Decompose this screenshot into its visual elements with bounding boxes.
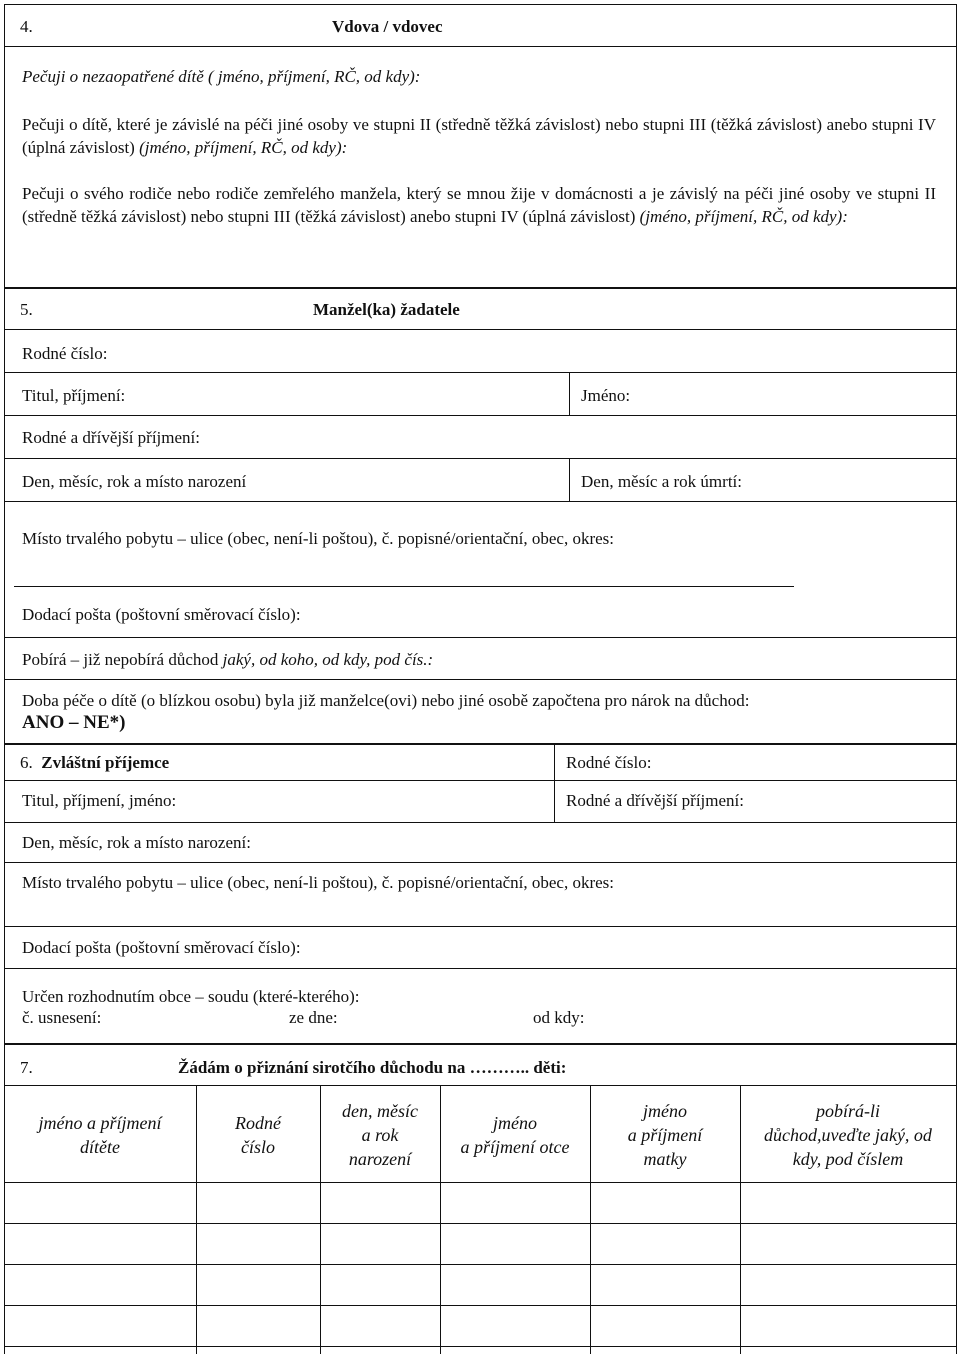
field-label-ze-dne: ze dne:	[289, 1008, 338, 1027]
field-label-cislo-usneseni: č. usnesení:	[22, 1008, 102, 1027]
header-line: jméno	[643, 1101, 687, 1121]
section-title: Žádám o přiznání sirotčího důchodu na ……….. děti:	[178, 1058, 567, 1077]
table-header-jmeno-ditete	[4, 1111, 196, 1159]
column-divider	[554, 743, 555, 823]
field-label-rodne-cislo: Rodné číslo:	[22, 344, 108, 363]
divider	[4, 862, 957, 863]
header-line: dítěte	[80, 1137, 120, 1157]
field-label-umrti: Den, měsíc a rok úmrtí:	[581, 472, 742, 491]
divider	[4, 1085, 957, 1086]
header-line: matky	[643, 1149, 687, 1169]
field-label-od-kdy: od kdy:	[533, 1008, 585, 1027]
section-divider	[4, 287, 957, 289]
paragraph-italic: (jméno, příjmení, RČ, od kdy):	[139, 138, 348, 157]
field-label-rodne-prijmeni: Rodné a dřívější příjmení:	[566, 791, 744, 810]
header-line: Rodné	[235, 1113, 281, 1133]
header-line: den, měsíc	[342, 1101, 418, 1121]
section-heading	[20, 753, 169, 773]
table-header-narozeni	[320, 1099, 440, 1171]
section-divider	[4, 743, 957, 745]
field-label-titul-prijmeni: Titul, příjmení:	[22, 386, 126, 405]
section-number: 7.	[20, 1058, 33, 1077]
divider	[4, 822, 957, 823]
table-row-divider	[4, 1305, 957, 1306]
table-row-divider	[4, 1264, 957, 1265]
section-title: Manžel(ka) žadatele	[313, 300, 460, 319]
paragraph-italic: (jméno, příjmení, RČ, od kdy):	[639, 207, 848, 226]
field-label-nezaopatrene-dite: Pečuji o nezaopatřené dítě ( jméno, příjmení, RČ, od kdy):	[22, 67, 421, 86]
field-label-rodne-cislo: Rodné číslo:	[566, 753, 652, 772]
table-row-divider	[4, 1346, 957, 1347]
header-line: jméno a příjmení	[38, 1113, 162, 1133]
paragraph-text: Pečuji o svého rodiče nebo rodiče zemřelého manžela, který se mnou žije v domácnosti a je závislý na péči jiné osoby ve stupni II (středně těžká závislost) nebo stupni III (těžká závislost) anebo stupni IV (úplná závislost)	[22, 184, 936, 226]
field-label-dite-zavisle	[22, 113, 936, 159]
field-label-doba-pece: Doba péče o dítě (o blízkou osobu) byla již manželce(ovi) nebo jiné osobě započtena pro nárok na důchod:	[22, 691, 750, 710]
column-divider	[569, 372, 570, 415]
field-label-jmeno: Jméno:	[581, 386, 631, 405]
header-line: jméno	[493, 1113, 537, 1133]
divider	[4, 968, 957, 969]
pobira-italic: jaký, od koho, od kdy, pod čís.:	[222, 650, 434, 669]
field-label-dodaci-posta: Dodací pošta (poštovní směrovací číslo):	[22, 605, 301, 624]
field-label-dodaci-posta: Dodací pošta (poštovní směrovací číslo):	[22, 938, 301, 957]
divider	[4, 458, 957, 459]
field-label-urcen-rozhodnutim: Určen rozhodnutím obce – soudu (které-kterého):	[22, 987, 360, 1006]
divider	[4, 501, 957, 502]
field-label-rodne-prijmeni: Rodné a dřívější příjmení:	[22, 428, 200, 447]
ano-ne-choice[interactable]: ANO – NE*)	[22, 712, 126, 733]
header-line: pobírá-li	[815, 1101, 880, 1121]
divider	[4, 780, 957, 781]
field-label-trvaly-pobyt: Místo trvalého pobytu – ulice (obec, není-li poštou), č. popisné/orientační, obec, okres:	[22, 529, 615, 548]
header-line: a rok	[361, 1125, 399, 1145]
divider	[4, 329, 957, 330]
divider	[4, 46, 957, 47]
header-line: a příjmení	[627, 1125, 703, 1145]
divider	[4, 679, 957, 680]
field-label-titul-prijmeni-jmeno: Titul, příjmení, jméno:	[22, 791, 177, 810]
field-label-narozeni: Den, měsíc, rok a místo narození	[22, 472, 247, 491]
section-number: 4.	[20, 17, 33, 36]
section-divider	[4, 1043, 957, 1045]
table-header-rodne-cislo	[196, 1111, 320, 1159]
header-line: důchod,uveďte jaký, od	[764, 1125, 932, 1145]
section-title: Vdova / vdovec	[332, 17, 443, 36]
section-number: 5.	[20, 300, 33, 319]
field-label-trvaly-pobyt: Místo trvalého pobytu – ulice (obec, není-li poštou), č. popisné/orientační, obec, okres:	[22, 873, 615, 892]
field-label-pobira-duchod	[22, 650, 433, 670]
header-line: narození	[348, 1149, 412, 1169]
table-header-duchod	[740, 1099, 956, 1171]
divider	[4, 926, 957, 927]
table-row-divider	[4, 1223, 957, 1224]
field-label-narozeni: Den, měsíc, rok a místo narození:	[22, 833, 251, 852]
underline	[14, 586, 794, 587]
table-header-otec	[440, 1111, 590, 1159]
pobira-text: Pobírá – již nepobírá důchod	[22, 650, 223, 669]
section-title: Zvláštní příjemce	[41, 753, 170, 772]
divider	[4, 637, 957, 638]
field-label-rodic-zavisly	[22, 182, 936, 228]
header-line: kdy, pod číslem	[792, 1149, 904, 1169]
paragraph-text: Pečuji o dítě, které je závislé na péči jiné osoby ve stupni II (středně těžká závislost) nebo stupni III (těžká závislost) anebo stupni IV (úplná závislost)	[22, 115, 936, 157]
divider	[4, 415, 957, 416]
frame-line	[4, 4, 957, 5]
table-row-divider	[4, 1182, 957, 1183]
header-line: a příjmení otce	[460, 1137, 570, 1157]
column-divider	[569, 458, 570, 501]
table-header-matka	[590, 1099, 740, 1171]
header-line: číslo	[241, 1137, 275, 1157]
section-number: 6.	[20, 753, 33, 772]
divider	[4, 372, 957, 373]
